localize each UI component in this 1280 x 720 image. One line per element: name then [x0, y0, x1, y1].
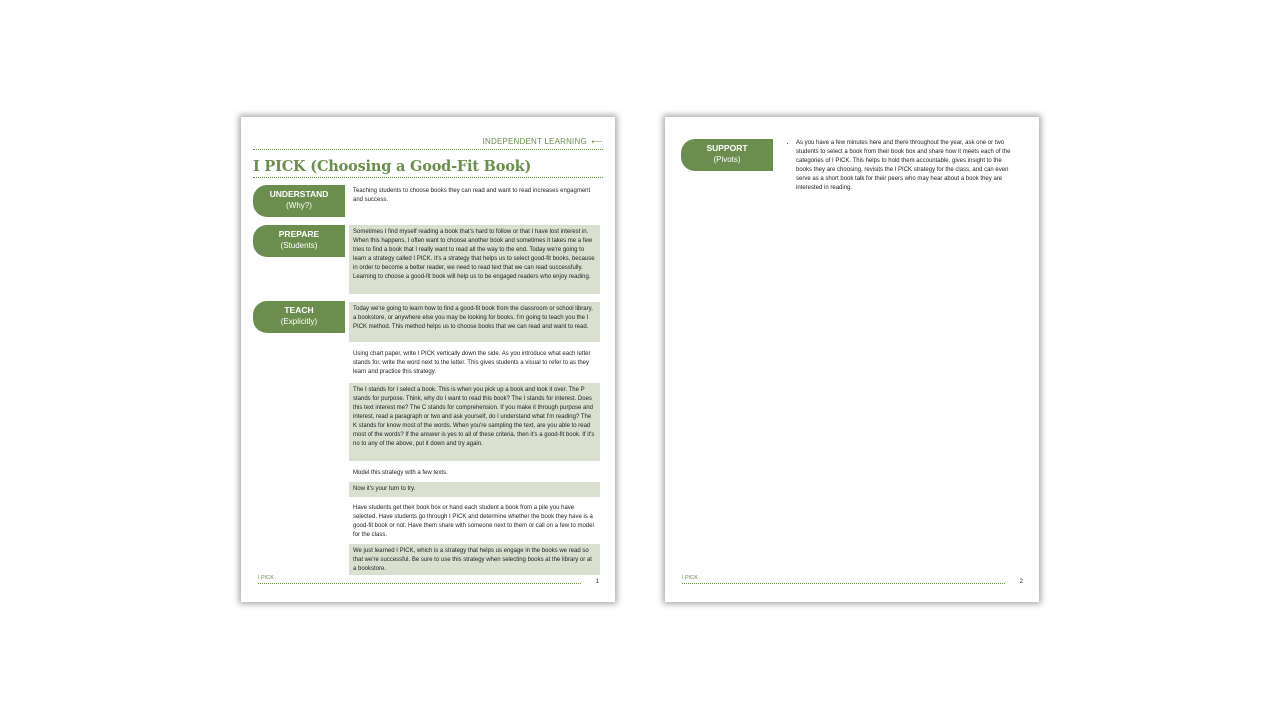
- bullet-list: [788, 139, 1016, 193]
- bullet-item: • As you have a few minutes here and there throughout the year, ask one or two students to select a book from their book box and share how it meets each of the categories of I PICK. This helps to hold them accountable, gives insight to the books they are choosing, revisits the I PICK strategy for the class, and can even serve as a short book talk for their peers who may hear about a book they are interested in reading.: [796, 139, 1016, 193]
- footer-divider: [258, 583, 581, 584]
- text-block-shaded: Sometimes I find myself reading a book that's hard to follow or that I have lost interest in. When this happens, I often want to choose another book and sometimes it takes me a few tries to find a book that I really want to read all the way to the end. Today we're going to learn a strategy called I PICK. It's a strategy that helps us to select good-fit books, because in order to become a better reader, we need to read text that we can read successfully. Learning to choose a good-fit book will help us to be engaged readers who enjoy reading.: [349, 225, 600, 294]
- text-block-shaded: Today we're going to learn how to find a good-fit book from the classroom or school library, a bookstore, or anywhere else you may be looking for books. I'm going to teach you the I PICK method. This method helps us to choose books that we can read and want to read.: [349, 302, 600, 342]
- text-block-shaded: Now it's your turn to try.: [349, 482, 600, 497]
- section-tab-prepare: [253, 225, 345, 257]
- arrow-left-icon: ⟵: [591, 137, 603, 146]
- text-block-shaded: We just learned I PICK, which is a strategy that helps us engage in the books we read so that we're successful. Be sure to use this strategy when selecting books at the library or at a bookstore.: [349, 544, 600, 575]
- text-block: Teaching students to choose books they can read and want to read increases engagment and success.: [353, 188, 591, 203]
- footer-divider: [682, 583, 1005, 584]
- page-title: I PICK (Choosing a Good-Fit Book): [253, 158, 532, 175]
- section-subtitle: (Pivots): [713, 155, 741, 164]
- document-page-2: [665, 117, 1039, 602]
- text-block: Model this strategy with a few texts.: [353, 470, 448, 476]
- document-page-1: [241, 117, 615, 602]
- text-block-shaded: The I stands for I select a book. This is when you pick up a book and look it over. The P stands for purpose. Think, why do I want to read this book? The I stands for interest. Does this text interest me? The C stands for comprehension. If you make it through purpose and interest, read a paragraph or two and ask yourself, do I understand what I'm reading? The K stands for know most of the words. When you're sampling the text, are you able to read most of the words? If the answer is yes to all of these criteria, then it's a good-fit book. If it's no to any of the above, put it down and try again.: [349, 383, 600, 461]
- section-tab-understand: [253, 185, 345, 217]
- header-label: INDEPENDENT LEARNING: [482, 137, 587, 146]
- running-header: [253, 137, 603, 150]
- footer-label: I PICK: [682, 575, 698, 581]
- section-title: TEACH: [284, 305, 314, 315]
- section-title: PREPARE: [278, 229, 320, 239]
- section-subtitle: (Students): [280, 241, 318, 250]
- section-subtitle: (Explicitly): [280, 317, 318, 326]
- section-subtitle: (Why?): [286, 201, 312, 210]
- section-title: SUPPORT: [706, 143, 748, 153]
- page-number: 2: [1019, 579, 1023, 585]
- section-tab-support: [681, 139, 773, 171]
- text-block: Using chart paper, write I PICK vertically down the side. As you introduce what each letter stands for, write the word next to the letter. This gives students a visual to refer to as they learn and practice this strategy.: [353, 351, 591, 375]
- footer-label: I PICK: [258, 575, 274, 581]
- section-title: UNDERSTAND: [269, 189, 329, 199]
- section-tab-teach: [253, 301, 345, 333]
- text-block: Have students get their book box or hand each student a book from a pile you have selected. Have students go through I PICK and determine whether the book they have is a good-fit book or not. Have them share with someone next to them or call on a few to model for the class.: [353, 505, 594, 538]
- page-number: 1: [595, 579, 599, 585]
- title-divider: [253, 177, 603, 178]
